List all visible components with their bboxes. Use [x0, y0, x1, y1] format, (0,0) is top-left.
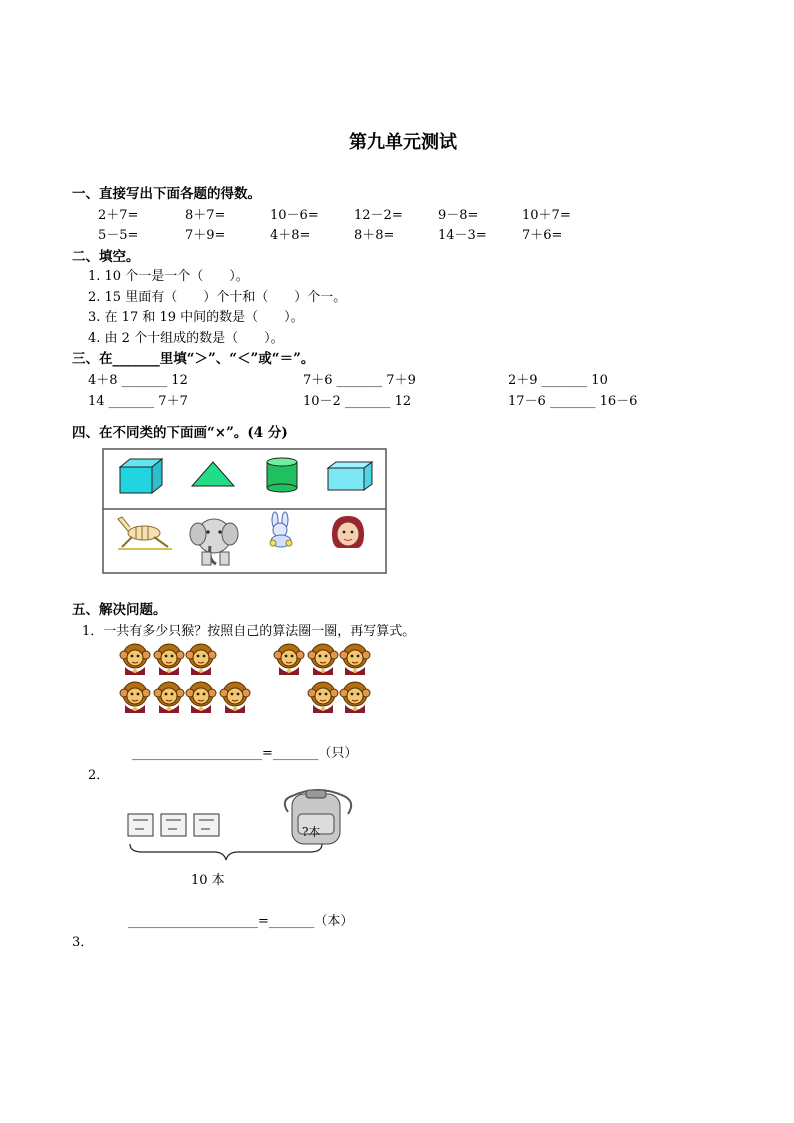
- question-3: 3．: [72, 935, 94, 950]
- brace: [128, 842, 324, 864]
- rabbit-icon: [263, 512, 299, 550]
- calc-item: 12－2=: [354, 208, 403, 223]
- compare-item: 4＋8 _______ 12: [88, 373, 188, 388]
- calc-item: 8＋7=: [185, 208, 226, 223]
- brace-label: 10 本: [191, 873, 225, 888]
- monkey-group-left: [118, 643, 258, 719]
- compare-item: 14 _______ 7＋7: [88, 394, 188, 409]
- calc-item: 10＋7=: [522, 208, 571, 223]
- compare-item: 10－2 _______ 12: [303, 394, 412, 409]
- backpack-label: ?本: [302, 825, 321, 839]
- calc-item: 10－6=: [270, 208, 319, 223]
- section-5-heading: 五、解决问题。: [72, 602, 167, 618]
- compare-item: 17－6 _______ 16－6: [508, 394, 638, 409]
- cube-icon: [118, 457, 164, 495]
- section-1-heading: 一、直接写出下面各题的得数。: [72, 186, 261, 202]
- elephant-icon: [188, 512, 242, 568]
- section-2-heading: 二、填空。: [72, 249, 140, 265]
- compare-item: 2＋9 _______ 10: [508, 373, 608, 388]
- compare-item: 7＋6 _______ 7＋9: [303, 373, 416, 388]
- triangle-icon: [190, 460, 236, 488]
- answer-line-2[interactable]: ____________________=_______（本）: [128, 914, 354, 929]
- calc-item: 8＋8=: [354, 228, 395, 243]
- calc-item: 4＋8=: [270, 228, 311, 243]
- calc-item: 7＋9=: [185, 228, 226, 243]
- calc-item: 5－5=: [98, 228, 139, 243]
- section-4-heading: 四、在不同类的下面画“×”。(4 分): [72, 425, 288, 441]
- girl-face-icon: [328, 514, 368, 550]
- fill-item: 3. 在 17 和 19 中间的数是（ ）。: [88, 310, 304, 325]
- books-icon: [126, 810, 221, 840]
- monkey-group-right: [274, 643, 384, 719]
- calc-item: 7＋6=: [522, 228, 563, 243]
- answer-line-1[interactable]: ____________________=_______（只）: [132, 746, 358, 761]
- question-1: 1．一共有多少只猴？按照自己的算法圈一圈，再写算式。: [82, 624, 416, 639]
- fill-item: 1. 10 个一是一个（ ）。: [88, 269, 249, 284]
- question-2: 2．: [88, 768, 110, 783]
- fill-item: 2. 15 里面有（ ）个十和（ ）个一。: [88, 290, 347, 305]
- calc-item: 14－3=: [438, 228, 487, 243]
- zebra-icon: [114, 513, 174, 551]
- section-3-heading: 三、在_______里填“＞”、“＜”或“＝”。: [72, 351, 315, 367]
- page-title: 第九单元测试: [349, 132, 457, 153]
- cuboid-icon: [326, 460, 374, 492]
- fill-item: 4. 由 2 个十组成的数是（ ）。: [88, 331, 284, 346]
- cylinder-icon: [265, 456, 299, 494]
- calc-item: 2＋7=: [98, 208, 139, 223]
- calc-item: 9－8=: [438, 208, 479, 223]
